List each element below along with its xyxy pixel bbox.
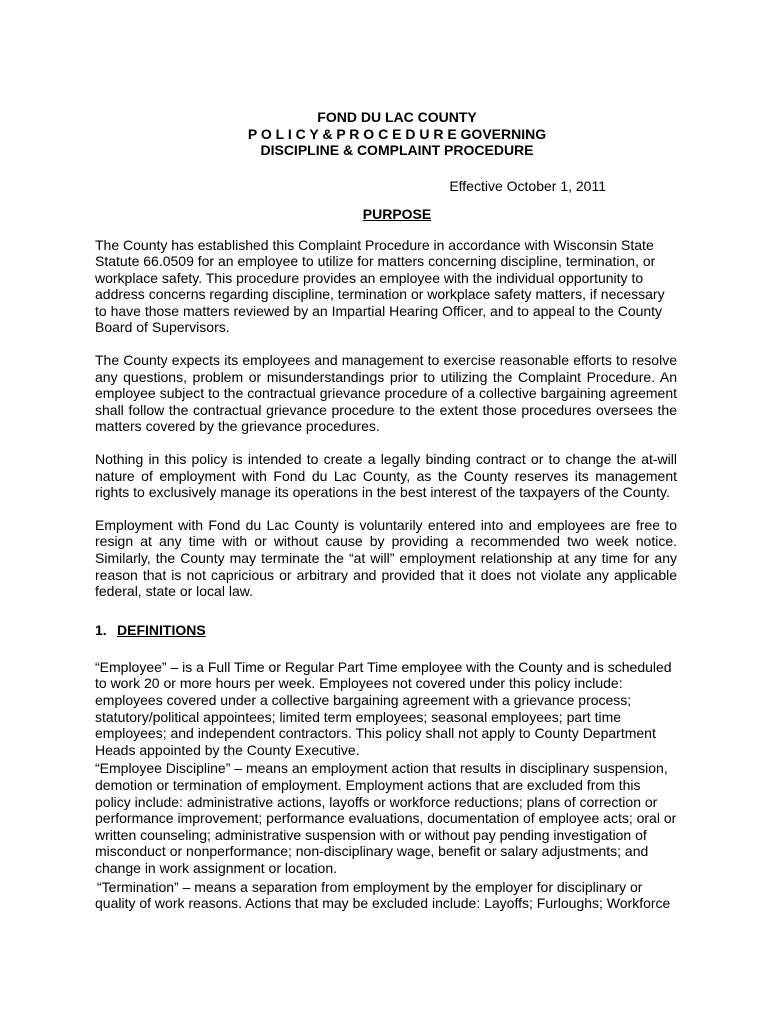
definition-termination: “Termination” – means a separation from employment by the employer for disciplinary or quality of work reasons. Actions that may be excluded include: Layoffs; Furloughs; Workforce: [95, 878, 671, 912]
purpose-paragraph-2: The County expects its employees and management to exercise reasonable efforts to resolve any questions, problem or misunderstandings prior to utilizing the Complaint Procedure. An employee subject to the contractual grievance procedure of a collective bargaining agreement shall follow the contractual grievance procedure to the extent those procedures oversees the matters covered by the grievance procedures.: [95, 352, 677, 435]
purpose-paragraph-1: The County has established this Complaint Procedure in accordance with Wisconsin State Statute 66.0509 for an employee to utilize for matters concerning discipline, termination, or workplace safety. This procedure provides an employee with the individual opportunity to address concerns regarding discipline, termination or workplace safety matters, if necessary to have those matters reviewed by an Impartial Hearing Officer, and to appeal to the County Board of Supervisors.: [95, 236, 665, 336]
title-county: FOND DU LAC COUNTY: [317, 109, 477, 125]
purpose-paragraph-3: Nothing in this policy is intended to create a legally binding contract or to change the at-will nature of employment with Fond du Lac County, as the County reserves its management rights to exclusively manage its operations in the best interest of the taxpayers of the County.: [95, 451, 677, 501]
effective-date: Effective October 1, 2011: [449, 177, 606, 194]
document-page: [95, 109, 677, 912]
section-title: DEFINITIONS: [117, 621, 206, 638]
title-procedure: DISCIPLINE & COMPLAINT PROCEDURE: [260, 142, 534, 158]
purpose-heading: PURPOSE: [362, 205, 432, 222]
document-title: [95, 109, 677, 159]
section-number: 1.: [95, 621, 107, 638]
section-definitions-heading: [95, 622, 677, 639]
title-policy: P O L I C Y & P R O C E D U R E GOVERNING: [247, 125, 547, 142]
definition-employee-discipline: “Employee Discipline” – means an employment action that results in disciplinary suspension, demotion or termination of employment. Employment actions that are excluded from this policy include: administrative actions, layoffs or workforce reductions; plans of correction or performance improvement; performance evaluations, documentation of employee acts; oral or written counseling; administrative suspension with or without pay pending investigation of misconduct or nonperformance; non-disciplinary wage, benefit or salary adjustments; and change in work assignment or location.: [95, 760, 677, 876]
definition-employee: “Employee” – is a Full Time or Regular Part Time employee with the County and is scheduled to work 20 or more hours per week. Employees not covered under this policy include: employees covered under a collective bargaining agreement with a grievance process; statutory/political appointees; limited term employees; seasonal employees; part time employees; and independent contractors. This policy shall not apply to County Department Heads appointed by the County Executive.: [95, 658, 672, 758]
purpose-paragraph-4: Employment with Fond du Lac County is voluntarily entered into and employees are free to resign at any time with or without cause by providing a recommended two week notice. Similarly, the County may terminate the “at will” employment relationship at any time for any reason that is not capricious or arbitrary and provided that it does not violate any applicable federal, state or local law.: [95, 516, 677, 600]
